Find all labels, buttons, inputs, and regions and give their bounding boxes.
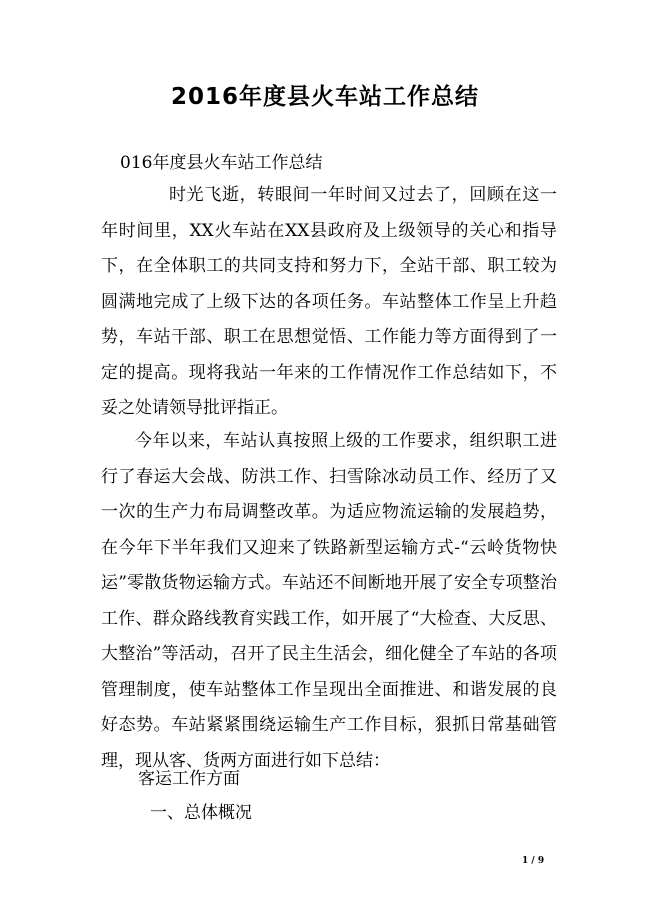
section-heading-overview: 一、总体概况 xyxy=(150,803,252,823)
paragraph-intro: 时光飞逝，转眼间一年时间又过去了，回顾在这一年时间里，XX火车站在XX县政府及上级领导的关心和指导下，在全体职工的共同支持和努力下，全站干部、职工较为圆满地完成了上级下达的各项任务。车站整体工作呈上升趋势，车站干部、职工在思想觉悟、工作能力等方面得到了一定的提高。现将我站一年来的工作情况作工作总结如下，不妥之处请领导批评指正。 xyxy=(101,185,557,418)
section-heading-passenger: 客运工作方面 xyxy=(138,769,240,789)
page-number: 1 / 9 xyxy=(522,856,545,866)
document-subtitle: 016年度县火车站工作总结 xyxy=(120,153,323,173)
paragraph-work-summary: 今年以来，车站认真按照上级的工作要求，组织职工进行了春运大会战、防洪工作、扫雪除冰动员工作、经历了又一次的生产力布局调整改革。为适应物流运输的发展趋势，在今年下半年我们又迎来了铁路新型运输方式-“云岭货物快运”零散货物运输方式。车站还不间断地开展了安全专项整治工作、群众路线教育实践工作，如开展了“大检查、大反思、大整治”等活动，召开了民主生活会，细化健全了车站的各项管理制度，使车站整体工作呈现出全面推进、和谐发展的良好态势。车站紧紧围绕运输生产工作目标，狠抓日常基础管理，现从客、货两方面进行如下总结： xyxy=(101,431,557,771)
document-title: 2016年度县火车站工作总结 xyxy=(170,84,479,110)
